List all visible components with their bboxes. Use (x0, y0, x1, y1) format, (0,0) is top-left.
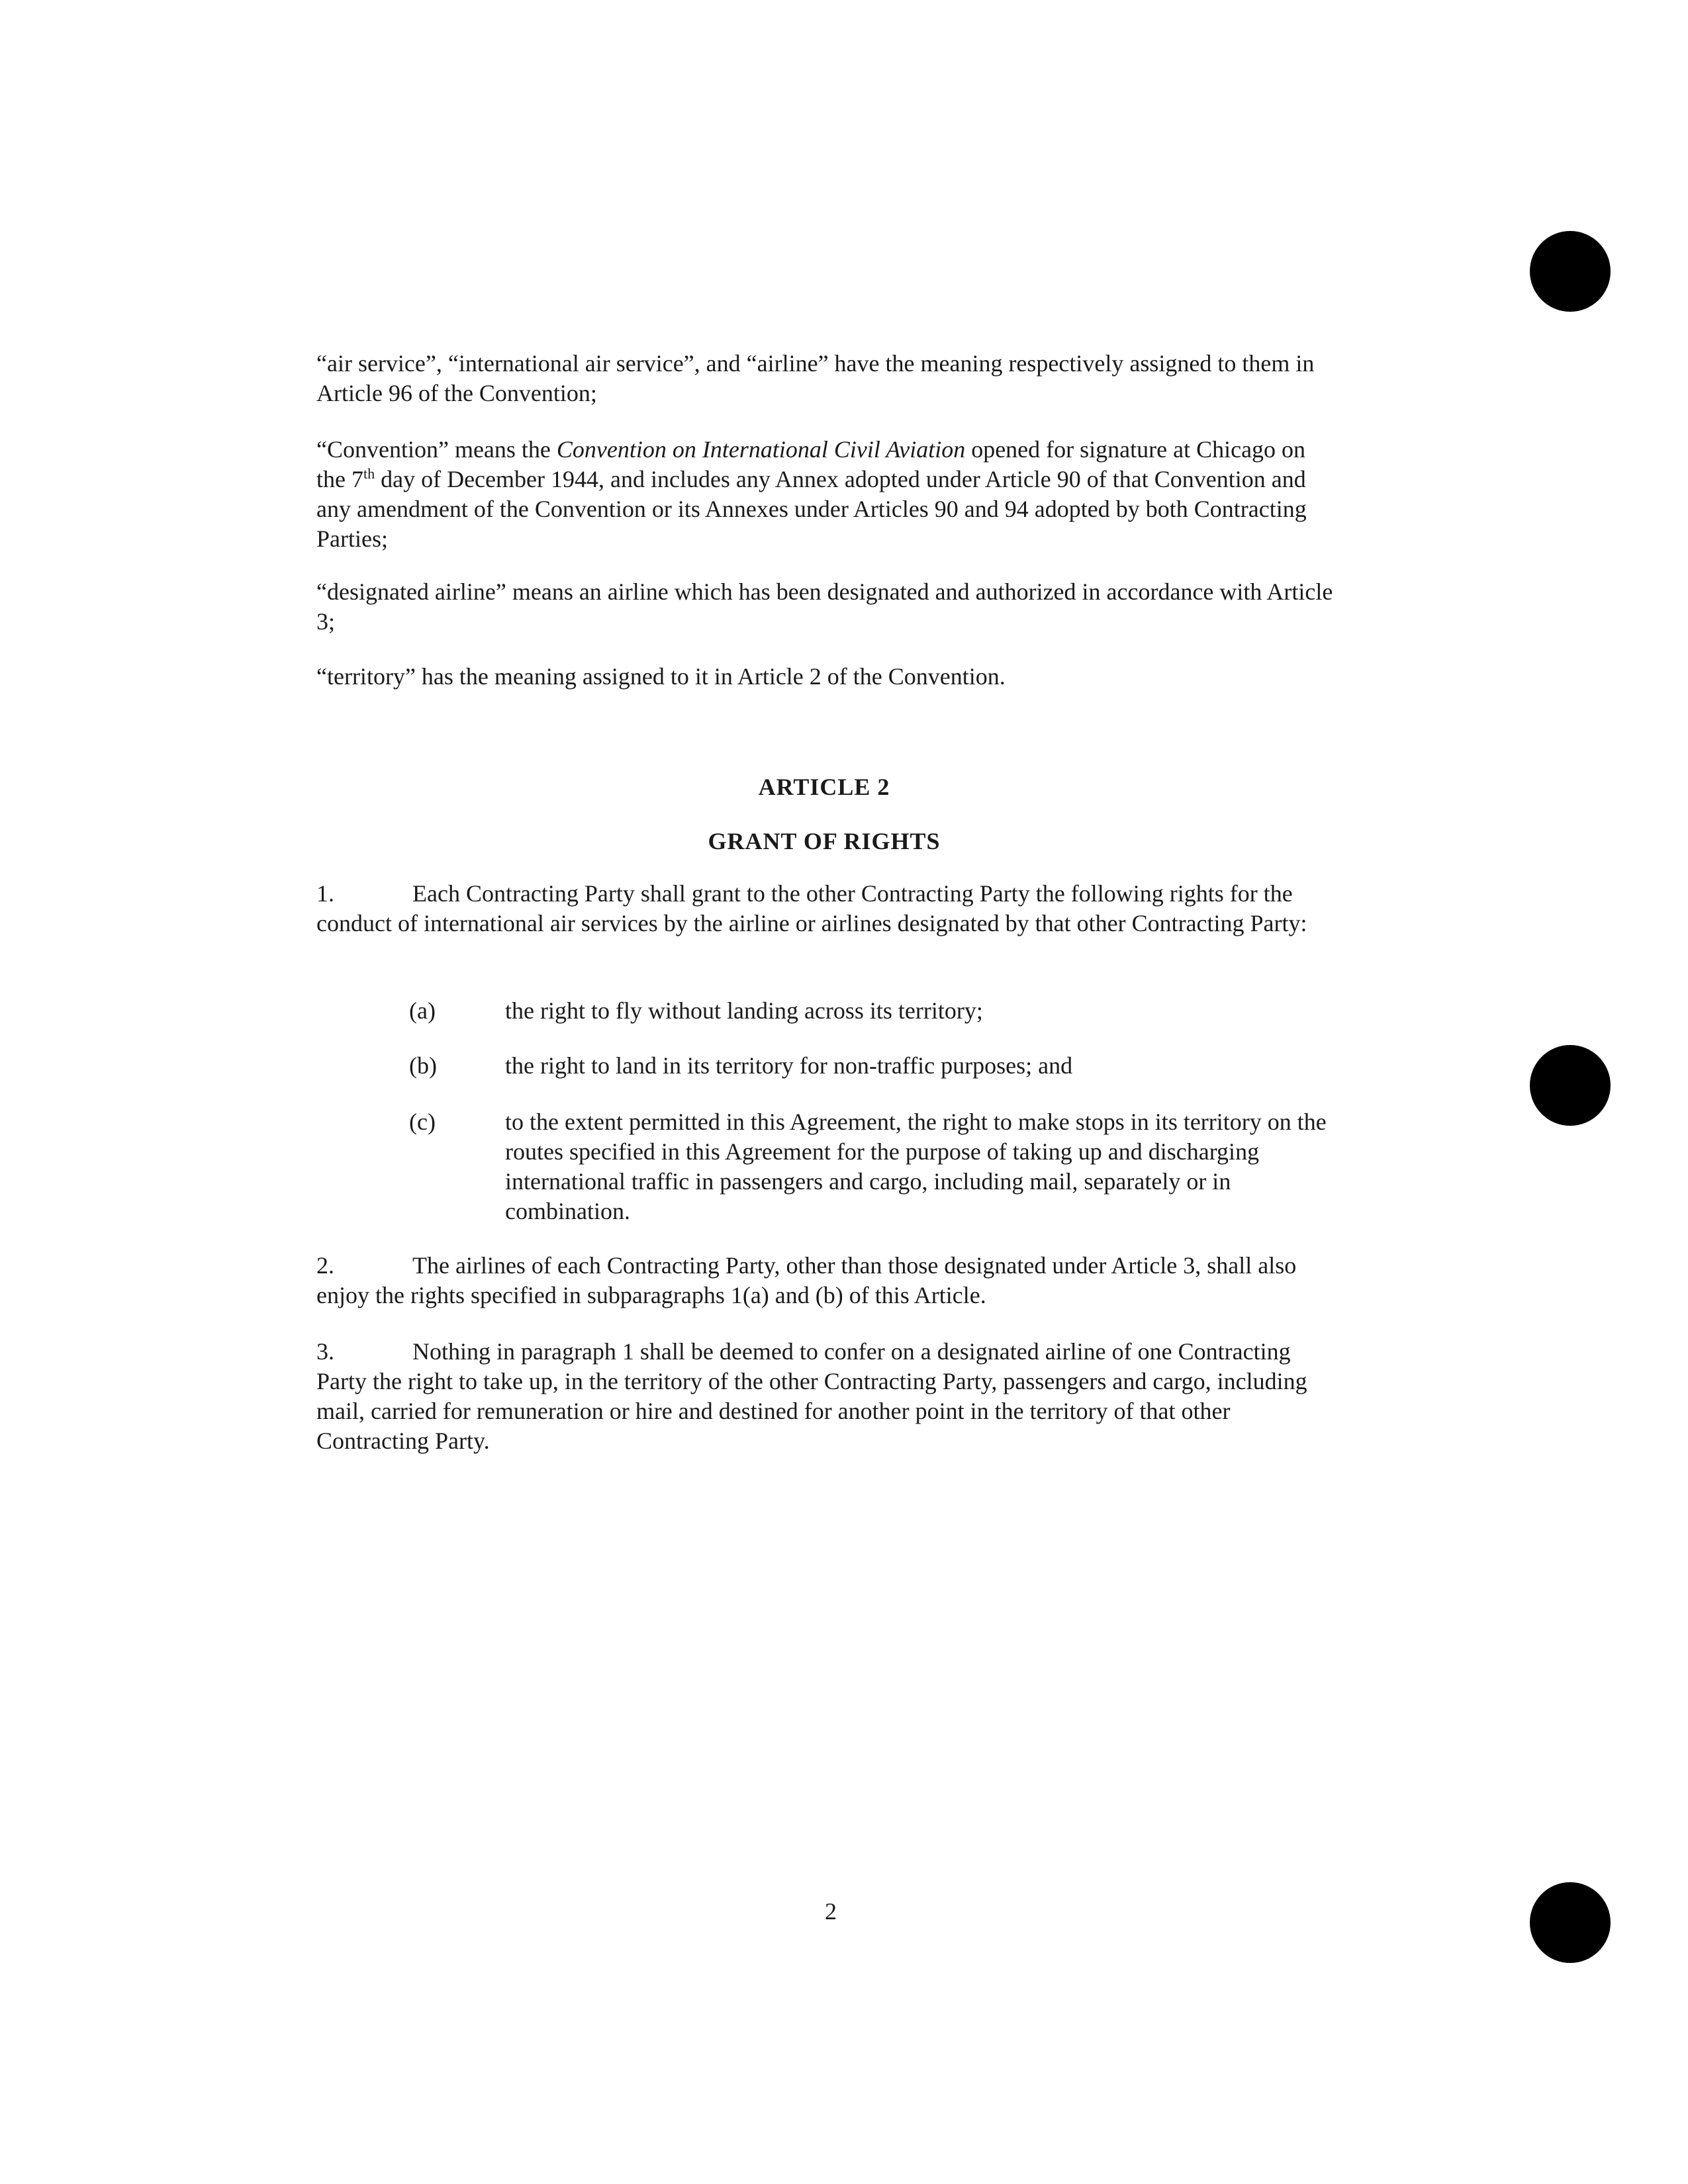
subparagraph-text: the right to fly without landing across its territory; (505, 997, 983, 1024)
definition-territory: “territory” has the meaning assigned to it in Article 2 of the Convention. (316, 663, 1006, 690)
definition-air-service: “air service”, “international air service”, and “airline” have the meaning respectively assigned to them in Article 96 of the Convention; (316, 350, 1315, 406)
subparagraph-a (409, 996, 1336, 1026)
subparagraph-marker: (a) (409, 997, 436, 1024)
paragraph-number: 3. (316, 1338, 334, 1365)
paragraph-3: 3. Nothing in paragraph 1 shall be deemed to confer on a designated airline of one Contracting Party the right to take up, in the territory of the other Contracting Party, passengers and cargo, including mail, carried for remuneration or hire and destined for another point in the territory of that other Contracting Party. (316, 1338, 1307, 1454)
article-number: ARTICLE 2 (758, 774, 890, 800)
subparagraph-marker: (c) (409, 1109, 436, 1135)
page-number: 2 (825, 1898, 837, 1925)
subparagraph-text: the right to land in its territory for non-traffic purposes; and (505, 1052, 1073, 1079)
paragraph-1: 1. Each Contracting Party shall grant to the other Contracting Party the following rights for the conduct of international air services by the airline or airlines designated by that other Contracting Party: (316, 880, 1307, 936)
subparagraph-text: to the extent permitted in this Agreement, the right to make stops in its territory on the routes specified in this Agreement for the purpose of taking up and discharging international traffic in passengers and cargo, including mail, separately or in combination. (505, 1109, 1327, 1224)
paragraph-number: 2. (316, 1252, 334, 1279)
definition-convention: “Convention” means the Convention on International Civil Aviation opened for signature at Chicago on the 7th day of December 1944, and includes any Annex adopted under Article 90 of that Convention and any amendment of the Convention or its Annexes under Articles 90 and 94 adopted by both Contracting Parties; (316, 436, 1307, 552)
subparagraph-marker: (b) (409, 1052, 437, 1079)
subparagraph-c (409, 1107, 1336, 1226)
subparagraph-b (409, 1051, 1336, 1081)
punch-hole-top (1530, 231, 1611, 312)
paragraph-number: 1. (316, 880, 334, 907)
article-title: GRANT OF RIGHTS (708, 828, 941, 854)
convention-title: Convention on International Civil Aviation (556, 436, 966, 463)
paragraph-2: 2. The airlines of each Contracting Party, other than those designated under Article 3, shall also enjoy the rights specified in subparagraphs 1(a) and (b) of this Article. (316, 1252, 1297, 1308)
punch-hole-middle (1530, 1045, 1611, 1126)
definition-designated-airline: “designated airline” means an airline which has been designated and authorized in accordance with Article 3; (316, 578, 1333, 635)
